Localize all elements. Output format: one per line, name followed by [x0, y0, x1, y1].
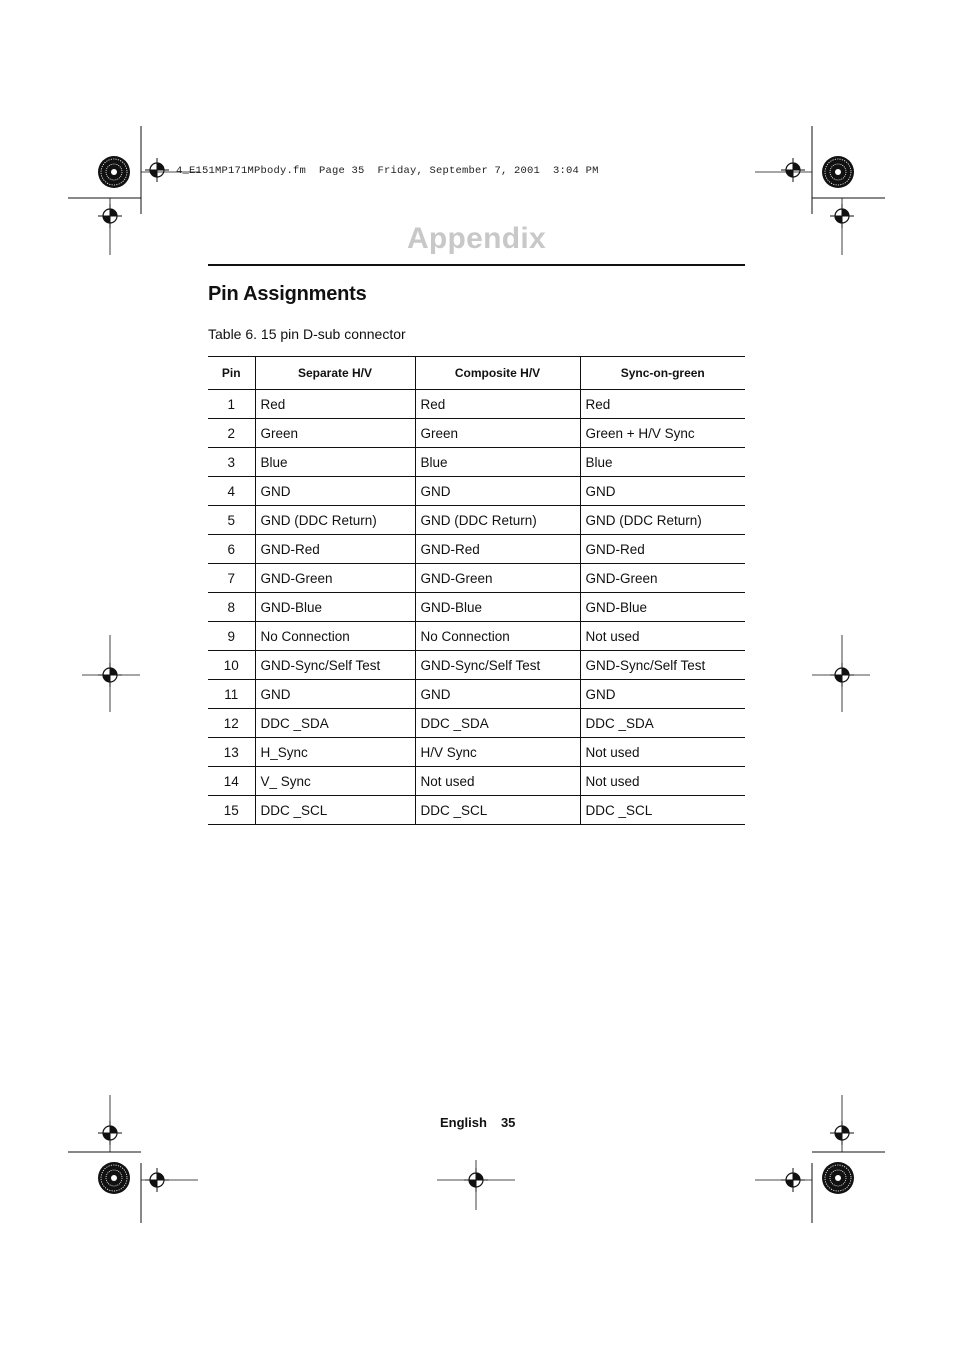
signal-cell: DDC _SDA — [415, 709, 580, 738]
signal-cell: GND-Green — [415, 564, 580, 593]
crosshair-icon — [145, 1168, 169, 1192]
table-row — [208, 622, 745, 651]
pin-number-cell: 13 — [208, 738, 255, 767]
page-footer — [440, 1115, 515, 1130]
signal-cell: GND-Sync/Self Test — [415, 651, 580, 680]
signal-cell: DDC _SCL — [580, 796, 745, 825]
table-caption: Table 6. 15 pin D-sub connector — [208, 326, 406, 342]
signal-cell: No Connection — [415, 622, 580, 651]
pin-number-cell: 11 — [208, 680, 255, 709]
signal-cell: GND-Blue — [415, 593, 580, 622]
title-rule — [208, 264, 745, 266]
signal-cell: Blue — [415, 448, 580, 477]
pin-number-cell: 15 — [208, 796, 255, 825]
signal-cell: No Connection — [255, 622, 415, 651]
signal-cell: Not used — [580, 738, 745, 767]
pin-number-cell: 6 — [208, 535, 255, 564]
pin-number-cell: 9 — [208, 622, 255, 651]
registration-star-icon — [822, 1162, 854, 1194]
signal-cell: GND — [255, 477, 415, 506]
table-row — [208, 506, 745, 535]
table-row — [208, 564, 745, 593]
table-row — [208, 593, 745, 622]
crosshair-icon — [98, 1121, 122, 1145]
signal-cell: GND-Sync/Self Test — [255, 651, 415, 680]
signal-cell: GND — [255, 680, 415, 709]
signal-cell: DDC _SDA — [580, 709, 745, 738]
signal-cell: GND-Blue — [580, 593, 745, 622]
table-row — [208, 390, 745, 419]
table-row — [208, 477, 745, 506]
signal-cell: GND — [415, 477, 580, 506]
table-row — [208, 651, 745, 680]
pin-number-cell: 10 — [208, 651, 255, 680]
signal-cell: Red — [415, 390, 580, 419]
column-header-sync-on-green: Sync-on-green — [580, 357, 745, 390]
chapter-title: Appendix — [406, 222, 547, 255]
crosshair-icon — [830, 1121, 854, 1145]
crosshair-icon — [781, 1168, 805, 1192]
signal-cell: Red — [255, 390, 415, 419]
pin-number-cell: 5 — [208, 506, 255, 535]
section-title: Pin Assignments — [208, 283, 367, 305]
column-header-separate: Separate H/V — [255, 357, 415, 390]
signal-cell: Green — [255, 419, 415, 448]
signal-cell: GND-Blue — [255, 593, 415, 622]
column-header-pin: Pin — [208, 357, 255, 390]
signal-cell: GND (DDC Return) — [255, 506, 415, 535]
signal-cell: Red — [580, 390, 745, 419]
signal-cell: GND-Green — [580, 564, 745, 593]
signal-cell: GND-Red — [255, 535, 415, 564]
signal-cell: GND-Sync/Self Test — [580, 651, 745, 680]
pin-number-cell: 2 — [208, 419, 255, 448]
pin-number-cell: 8 — [208, 593, 255, 622]
signal-cell: GND (DDC Return) — [415, 506, 580, 535]
printer-header: 4_E151MP171MPbody.fm Page 35 Friday, September 7, 2001 3:04 PM — [176, 165, 599, 177]
signal-cell: Not used — [580, 622, 745, 651]
table-row — [208, 796, 745, 825]
column-header-composite: Composite H/V — [415, 357, 580, 390]
signal-cell: GND — [415, 680, 580, 709]
pin-number-cell: 14 — [208, 767, 255, 796]
signal-cell: GND — [580, 680, 745, 709]
signal-cell: Not used — [415, 767, 580, 796]
crosshair-icon — [830, 204, 854, 228]
crosshair-icon — [98, 663, 122, 687]
registration-star-icon — [98, 156, 130, 188]
pin-number-cell: 4 — [208, 477, 255, 506]
signal-cell: Green + H/V Sync — [580, 419, 745, 448]
pin-number-cell: 7 — [208, 564, 255, 593]
table-row — [208, 535, 745, 564]
crosshair-icon — [98, 204, 122, 228]
pin-number-cell: 12 — [208, 709, 255, 738]
table-header-row — [208, 357, 745, 390]
page-number: 35 — [500, 1115, 516, 1130]
pin-assignment-table — [208, 356, 745, 825]
table-row — [208, 680, 745, 709]
table-row — [208, 419, 745, 448]
signal-cell: DDC _SCL — [255, 796, 415, 825]
crosshair-icon — [145, 158, 169, 182]
signal-cell: GND-Red — [580, 535, 745, 564]
crosshair-icon — [781, 158, 805, 182]
table-row — [208, 738, 745, 767]
pin-number-cell: 1 — [208, 390, 255, 419]
crosshair-icon — [830, 663, 854, 687]
signal-cell: Not used — [580, 767, 745, 796]
crosshair-icon — [464, 1168, 488, 1192]
signal-cell: Blue — [580, 448, 745, 477]
signal-cell: GND-Red — [415, 535, 580, 564]
signal-cell: H_Sync — [255, 738, 415, 767]
footer-language: English — [440, 1115, 487, 1130]
signal-cell: H/V Sync — [415, 738, 580, 767]
signal-cell: Blue — [255, 448, 415, 477]
table-row — [208, 448, 745, 477]
table-row — [208, 767, 745, 796]
pin-number-cell: 3 — [208, 448, 255, 477]
signal-cell: GND (DDC Return) — [580, 506, 745, 535]
signal-cell: GND — [580, 477, 745, 506]
signal-cell: GND-Green — [255, 564, 415, 593]
signal-cell: V_ Sync — [255, 767, 415, 796]
signal-cell: Green — [415, 419, 580, 448]
registration-star-icon — [822, 156, 854, 188]
signal-cell: DDC _SDA — [255, 709, 415, 738]
table-row — [208, 709, 745, 738]
registration-star-icon — [98, 1162, 130, 1194]
signal-cell: DDC _SCL — [415, 796, 580, 825]
